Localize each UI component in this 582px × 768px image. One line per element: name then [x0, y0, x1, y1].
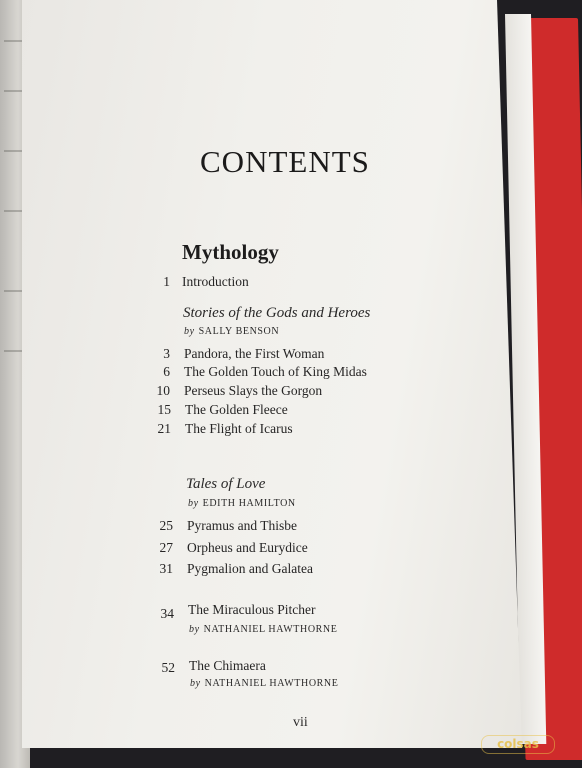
- section-heading-mythology: Mythology: [182, 240, 279, 264]
- toc-entry-title: Orpheus and Eurydice: [187, 540, 308, 555]
- toc-page-number: 1: [163, 274, 170, 289]
- toc-page-number: 15: [157, 402, 171, 417]
- toc-group-title: Tales of Love: [186, 476, 266, 492]
- facing-page-text-line: [4, 350, 22, 352]
- byline-author: EDITH HAMILTON: [202, 498, 296, 509]
- byline-by: by: [189, 624, 200, 635]
- facing-page-text-line: [4, 90, 22, 92]
- toc-group-title: Stories of the Gods and Heroes: [183, 305, 371, 321]
- toc-group-byline: [184, 326, 279, 337]
- toc-entry-title: The Golden Touch of King Midas: [184, 364, 367, 379]
- watermark-logo: colsas: [481, 735, 555, 754]
- byline-by: by: [190, 678, 201, 689]
- byline-author: SALLY BENSON: [198, 326, 280, 337]
- toc-entry-title: Perseus Slays the Gorgon: [184, 383, 323, 398]
- toc-page-number: 3: [163, 346, 170, 361]
- facing-page-text-line: [4, 150, 22, 152]
- contents-heading: CONTENTS: [200, 144, 370, 179]
- byline-author: NATHANIEL HAWTHORNE: [204, 678, 339, 689]
- toc-entry-title: The Miraculous Pitcher: [188, 602, 316, 617]
- page-folio: vii: [293, 715, 308, 730]
- byline-author: NATHANIEL HAWTHORNE: [203, 624, 338, 635]
- toc-page-number: 31: [159, 561, 173, 576]
- toc-entry-title: The Chimaera: [189, 658, 266, 673]
- toc-page-number: 21: [157, 421, 171, 436]
- toc-entry-title: Pandora, the First Woman: [184, 346, 325, 361]
- byline-by: by: [188, 498, 199, 509]
- toc-page-number: 27: [159, 540, 173, 555]
- facing-page-text-line: [4, 40, 22, 42]
- byline-by: by: [184, 326, 195, 337]
- toc-group-byline: [188, 498, 296, 509]
- toc-page-number: 25: [159, 518, 173, 533]
- toc-page-number: 34: [160, 606, 174, 621]
- toc-entry-title: Introduction: [182, 274, 249, 289]
- toc-entry-title: Pyramus and Thisbe: [187, 518, 297, 533]
- facing-page-text-line: [4, 290, 22, 292]
- facing-page-text-line: [4, 210, 22, 212]
- toc-entry-title: The Golden Fleece: [185, 402, 288, 417]
- toc-page-number: 6: [163, 364, 170, 379]
- toc-entry-byline: [190, 678, 338, 689]
- toc-entry-title: The Flight of Icarus: [185, 421, 293, 436]
- toc-entry-byline: [189, 624, 337, 635]
- toc-page-number: 10: [156, 383, 170, 398]
- toc-entry-title: Pygmalion and Galatea: [187, 561, 313, 576]
- toc-page-number: 52: [161, 660, 175, 675]
